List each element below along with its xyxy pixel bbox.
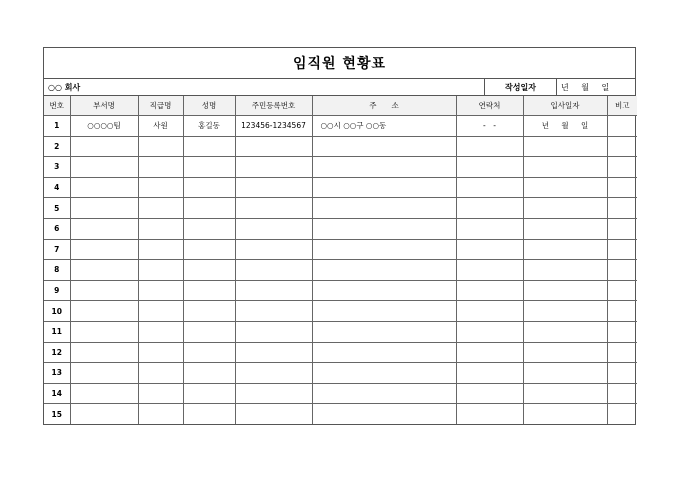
cell-address [312, 136, 456, 157]
cell-address [312, 301, 456, 322]
cell-name [183, 157, 235, 178]
cell-resident-id [235, 177, 312, 198]
cell-address [312, 218, 456, 239]
cell-address [312, 239, 456, 260]
cell-number: 8 [44, 260, 70, 281]
cell-department: ○○○○팀 [70, 116, 138, 137]
cell-note [607, 260, 637, 281]
table-row [44, 301, 637, 322]
cell-name [183, 198, 235, 219]
cell-resident-id [235, 260, 312, 281]
cell-hire-date [523, 136, 607, 157]
cell-resident-id [235, 136, 312, 157]
table-row [44, 218, 637, 239]
cell-department [70, 280, 138, 301]
cell-address [312, 383, 456, 404]
cell-note [607, 157, 637, 178]
date-value: 년 월 일 [556, 79, 635, 95]
table-row [44, 342, 637, 363]
cell-note [607, 363, 637, 384]
cell-rank [138, 363, 183, 384]
cell-number: 6 [44, 218, 70, 239]
cell-phone [456, 404, 523, 424]
cell-hire-date [523, 260, 607, 281]
cell-department [70, 404, 138, 424]
cell-rank [138, 280, 183, 301]
cell-address [312, 342, 456, 363]
col-header-note: 비고 [607, 96, 637, 116]
cell-hire-date [523, 218, 607, 239]
cell-address [312, 280, 456, 301]
cell-number: 10 [44, 301, 70, 322]
cell-resident-id [235, 301, 312, 322]
cell-name [183, 342, 235, 363]
cell-rank [138, 342, 183, 363]
cell-phone [456, 239, 523, 260]
col-header-rank: 직급명 [138, 96, 183, 116]
cell-number: 3 [44, 157, 70, 178]
cell-rank [138, 301, 183, 322]
cell-hire-date [523, 363, 607, 384]
meta-row [44, 79, 635, 96]
table-row [44, 321, 637, 342]
table-row [44, 157, 637, 178]
col-header-department: 부서명 [70, 96, 138, 116]
cell-name [183, 404, 235, 424]
col-header-address: 주 소 [312, 96, 456, 116]
cell-address: ○○시 ○○구 ○○동 [312, 116, 456, 137]
cell-resident-id [235, 363, 312, 384]
cell-department [70, 157, 138, 178]
cell-department [70, 218, 138, 239]
cell-number: 14 [44, 383, 70, 404]
cell-hire-date [523, 239, 607, 260]
cell-resident-id [235, 239, 312, 260]
cell-resident-id [235, 198, 312, 219]
cell-department [70, 260, 138, 281]
cell-name [183, 321, 235, 342]
cell-department [70, 342, 138, 363]
cell-note [607, 404, 637, 424]
cell-phone [456, 383, 523, 404]
cell-note [607, 218, 637, 239]
cell-note [607, 321, 637, 342]
cell-name [183, 177, 235, 198]
cell-resident-id [235, 157, 312, 178]
table-row [44, 198, 637, 219]
col-header-resident-id: 주민등록번호 [235, 96, 312, 116]
cell-address [312, 321, 456, 342]
cell-note [607, 239, 637, 260]
company-name: ○○ 회사 [48, 82, 81, 92]
cell-address [312, 260, 456, 281]
table-row [44, 177, 637, 198]
date-label: 작성일자 [484, 79, 556, 95]
cell-number: 12 [44, 342, 70, 363]
cell-address [312, 198, 456, 219]
cell-note [607, 116, 637, 137]
cell-phone [456, 218, 523, 239]
cell-note [607, 342, 637, 363]
cell-address [312, 363, 456, 384]
cell-rank [138, 136, 183, 157]
cell-hire-date [523, 301, 607, 322]
cell-name [183, 383, 235, 404]
cell-number: 11 [44, 321, 70, 342]
cell-number: 4 [44, 177, 70, 198]
cell-address [312, 404, 456, 424]
cell-address [312, 177, 456, 198]
employee-table [44, 96, 637, 424]
cell-name [183, 301, 235, 322]
cell-name [183, 218, 235, 239]
cell-rank [138, 157, 183, 178]
cell-name [183, 363, 235, 384]
cell-number: 9 [44, 280, 70, 301]
cell-phone [456, 260, 523, 281]
cell-rank [138, 404, 183, 424]
cell-number: 13 [44, 363, 70, 384]
cell-resident-id [235, 218, 312, 239]
cell-note [607, 136, 637, 157]
cell-hire-date [523, 198, 607, 219]
cell-department [70, 198, 138, 219]
cell-hire-date [523, 157, 607, 178]
cell-phone: - - [456, 116, 523, 137]
col-header-name: 성명 [183, 96, 235, 116]
cell-rank [138, 260, 183, 281]
cell-note [607, 383, 637, 404]
table-row [44, 404, 637, 424]
col-header-phone: 연락처 [456, 96, 523, 116]
cell-resident-id: 123456-1234567 [235, 116, 312, 137]
cell-name [183, 239, 235, 260]
cell-note [607, 177, 637, 198]
cell-hire-date [523, 404, 607, 424]
cell-department [70, 177, 138, 198]
cell-rank [138, 383, 183, 404]
header-row [44, 96, 637, 116]
cell-number: 7 [44, 239, 70, 260]
table-row [44, 363, 637, 384]
cell-department [70, 239, 138, 260]
cell-resident-id [235, 404, 312, 424]
table-row [44, 383, 637, 404]
cell-phone [456, 198, 523, 219]
cell-name: 홍길동 [183, 116, 235, 137]
cell-number: 1 [44, 116, 70, 137]
cell-name [183, 260, 235, 281]
cell-resident-id [235, 321, 312, 342]
table-row [44, 116, 637, 137]
cell-phone [456, 280, 523, 301]
cell-resident-id [235, 342, 312, 363]
col-header-hire-date: 입사일자 [523, 96, 607, 116]
cell-rank [138, 198, 183, 219]
cell-department [70, 136, 138, 157]
cell-address [312, 157, 456, 178]
sheet-title: 임직원 현황표 [292, 56, 387, 72]
cell-rank [138, 218, 183, 239]
cell-hire-date: 년 월 일 [523, 116, 607, 137]
cell-phone [456, 321, 523, 342]
cell-rank [138, 177, 183, 198]
cell-hire-date [523, 280, 607, 301]
cell-resident-id [235, 280, 312, 301]
cell-phone [456, 301, 523, 322]
cell-name [183, 280, 235, 301]
cell-hire-date [523, 177, 607, 198]
cell-name [183, 136, 235, 157]
cell-hire-date [523, 342, 607, 363]
cell-hire-date [523, 321, 607, 342]
cell-rank: 사원 [138, 116, 183, 137]
table-row [44, 239, 637, 260]
cell-rank [138, 239, 183, 260]
table-row [44, 280, 637, 301]
cell-phone [456, 363, 523, 384]
cell-number: 15 [44, 404, 70, 424]
col-header-number: 번호 [44, 96, 70, 116]
cell-department [70, 301, 138, 322]
cell-number: 5 [44, 198, 70, 219]
title-row [44, 48, 635, 79]
cell-phone [456, 177, 523, 198]
cell-number: 2 [44, 136, 70, 157]
cell-department [70, 383, 138, 404]
employee-status-sheet [43, 47, 636, 425]
table-row [44, 136, 637, 157]
cell-phone [456, 157, 523, 178]
cell-department [70, 363, 138, 384]
table-row [44, 260, 637, 281]
cell-resident-id [235, 383, 312, 404]
cell-hire-date [523, 383, 607, 404]
cell-note [607, 280, 637, 301]
cell-department [70, 321, 138, 342]
cell-note [607, 198, 637, 219]
cell-phone [456, 136, 523, 157]
cell-rank [138, 321, 183, 342]
cell-phone [456, 342, 523, 363]
cell-note [607, 301, 637, 322]
